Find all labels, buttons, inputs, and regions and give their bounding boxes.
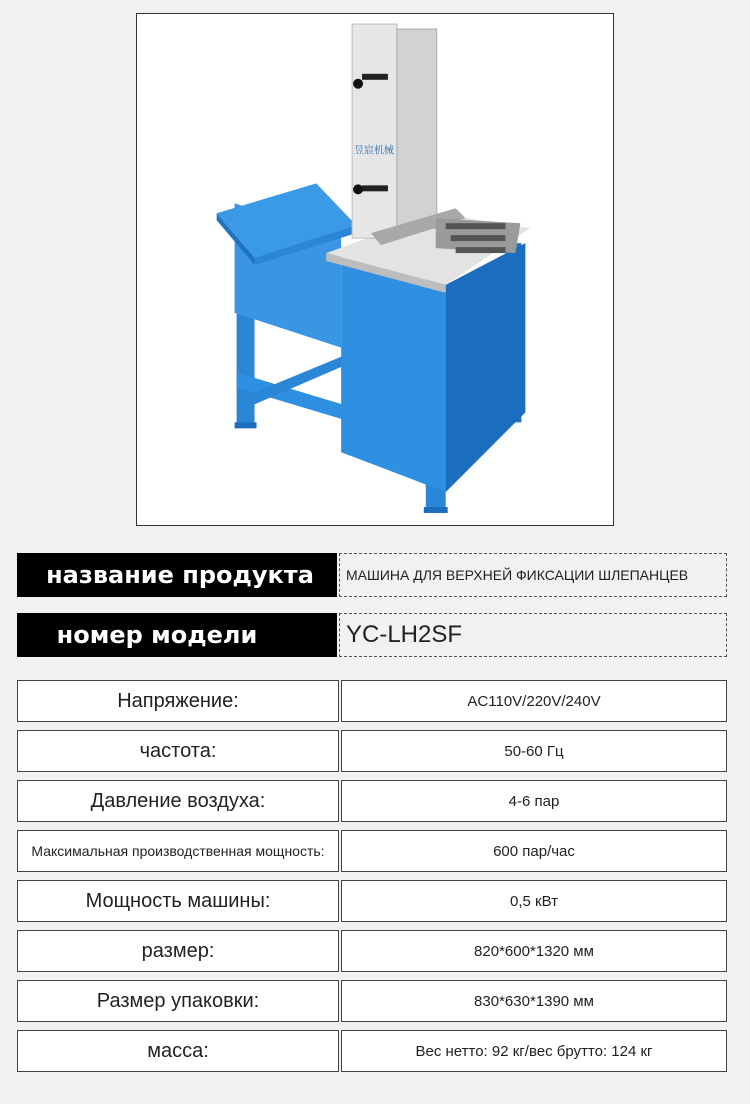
spec-value: 0,5 кВт [341, 880, 727, 922]
spec-row-size [17, 930, 727, 972]
spec-value: AC110V/220V/240V [341, 680, 727, 722]
product-photo [136, 13, 614, 526]
product-name-row [17, 553, 727, 597]
machine-logo-text: 昱宸机械 [354, 145, 394, 157]
spec-label: Давление воздуха: [17, 780, 339, 822]
spec-label: Напряжение: [17, 680, 339, 722]
model-number-value: YC-LH2SF [339, 613, 727, 657]
spec-row-package-size [17, 980, 727, 1022]
model-number-label: номер модели [17, 613, 337, 657]
spec-value: 50-60 Гц [341, 730, 727, 772]
spec-label: масса: [17, 1030, 339, 1072]
spec-row-power [17, 880, 727, 922]
spec-label: частота: [17, 730, 339, 772]
spec-label: Максимальная производственная мощность: [17, 830, 339, 872]
spec-row-capacity [17, 830, 727, 872]
machine-illustration [137, 14, 613, 525]
product-name-label: название продукта [17, 553, 337, 597]
product-name-value: МАШИНА ДЛЯ ВЕРХНЕЙ ФИКСАЦИИ ШЛЕПАНЦЕВ [339, 553, 727, 597]
spec-value: 820*600*1320 мм [341, 930, 727, 972]
model-number-row [17, 613, 727, 657]
spec-row-weight [17, 1030, 727, 1072]
spec-value: 600 пар/час [341, 830, 727, 872]
spec-value: Вес нетто: 92 кг/вес брутто: 124 кг [341, 1030, 727, 1072]
spec-label: размер: [17, 930, 339, 972]
spec-value: 4-6 пар [341, 780, 727, 822]
spec-value: 830*630*1390 мм [341, 980, 727, 1022]
spec-row-frequency [17, 730, 727, 772]
spec-label: Размер упаковки: [17, 980, 339, 1022]
spec-row-air-pressure [17, 780, 727, 822]
spec-row-voltage [17, 680, 727, 722]
spec-label: Мощность машины: [17, 880, 339, 922]
